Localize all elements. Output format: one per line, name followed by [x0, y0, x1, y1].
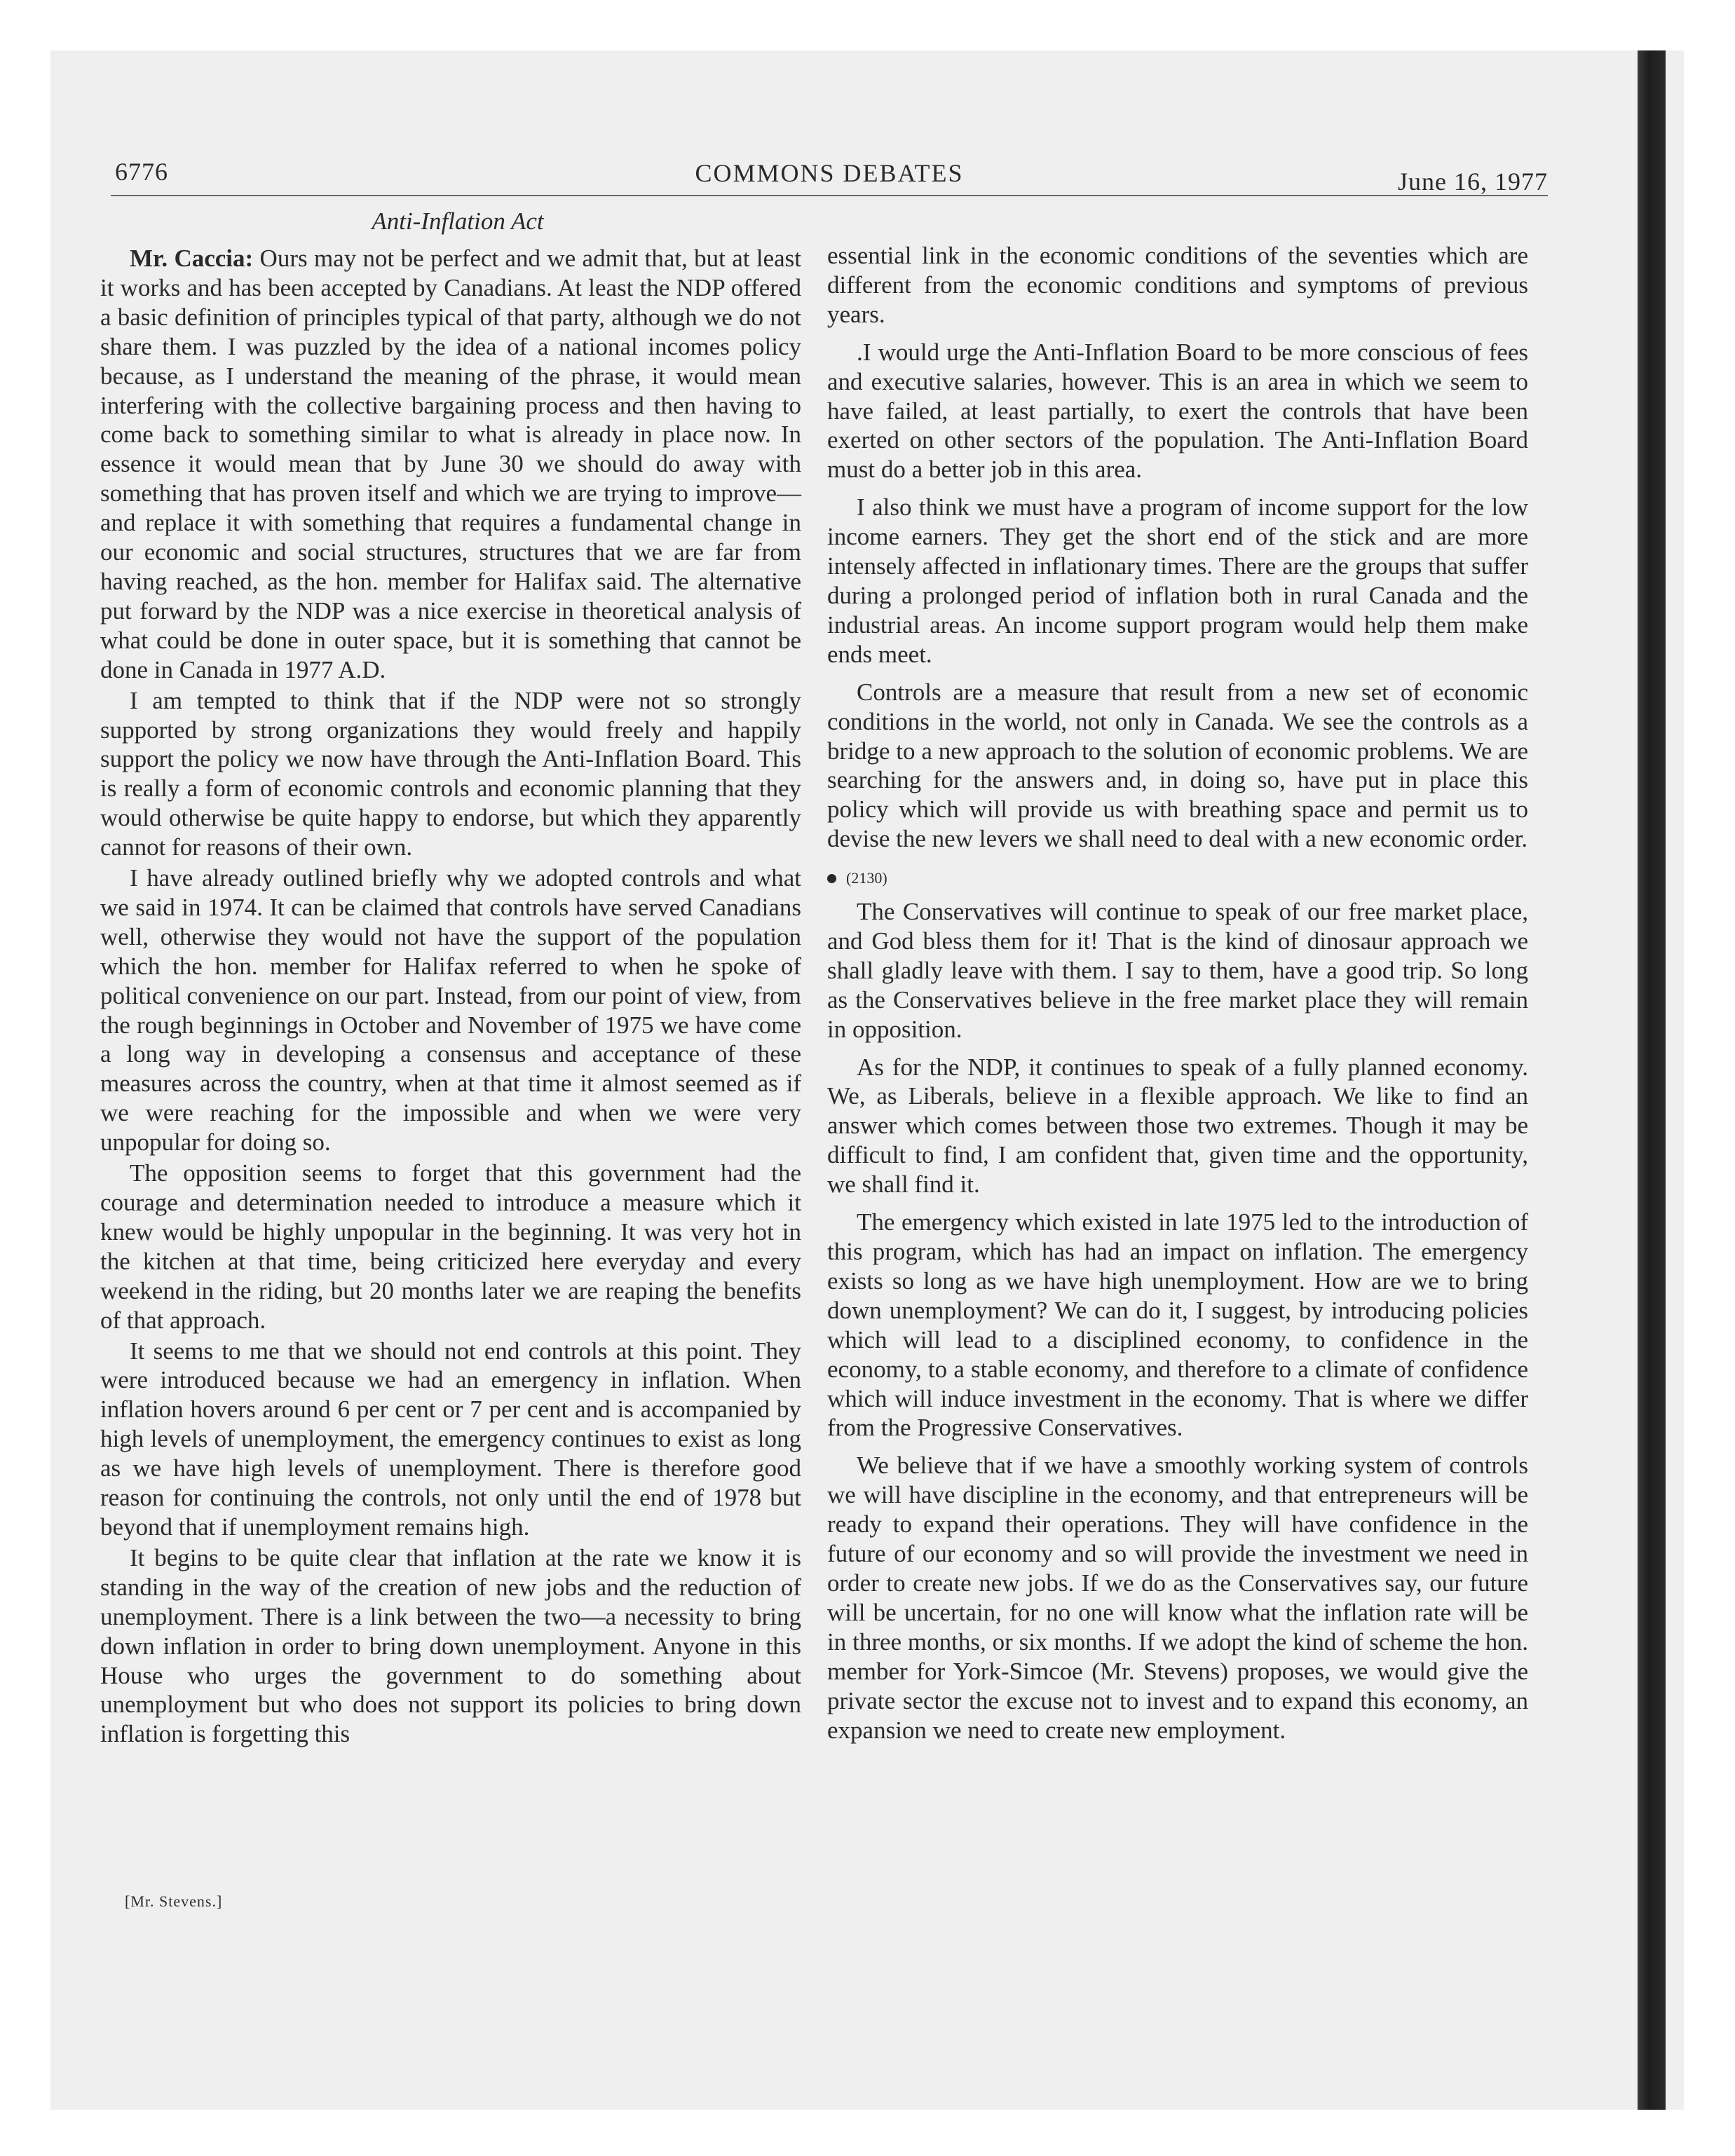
paragraph: The opposition seems to forget that this government had the courage and determination needed to introduce a measure which it knew would be highly unpopular in the beginning. It was very hot in the kitchen at that time, being criticized here everyday and every weekend in the riding, but 20 months later we are reaping the benefits of that approach.	[100, 1159, 801, 1334]
left-column	[100, 241, 801, 1749]
paragraph: .I would urge the Anti-Inflation Board to be more conscious of fees and executive salaries, however. This is an area in which we seem to have failed, at least partially, to exert the controls that have been exerted on other sectors of the population. The Anti-Inflation Board must do a better job in this area.	[827, 338, 1528, 484]
paragraph: essential link in the economic conditions of the seventies which are different from the economic conditions and symptoms of previous years.	[827, 242, 1528, 328]
page-number: 6776	[115, 158, 168, 186]
paragraph: As for the NDP, it continues to speak of a fully planned economy. We, as Liberals, believe in a flexible approach. We like to find an answer which comes between those two extremes. Though it may be difficult to find, I am confident that, given time and the opportunity, we shall find it.	[827, 1053, 1528, 1199]
footer-note: [Mr. Stevens.]	[125, 1892, 223, 1910]
paragraph: It begins to be quite clear that inflation at the rate we know it is standing in the way of the creation of new jobs and the reduction of unemployment. There is a link between the two—a necessity to bring down inflation in order to bring down unemployment. Anyone in this House who urges the government to do something about unemployment but who does not support its policies to bring down inflation is forgetting this	[100, 1543, 801, 1748]
paragraph: The Conservatives will continue to speak of our free market place, and God bless them for it! That is the kind of dinosaur approach we shall gladly leave with them. I say to them, have a good trip. So long as the Conservatives believe in the free market place they will remain in opposition.	[827, 898, 1528, 1043]
paragraph: I have already outlined briefly why we adopted controls and what we said in 1974. It can be claimed that controls have served Canadians well, otherwise they would not have the support of the population which the hon. member for Halifax referred to when he spoke of political convenience on our part. Instead, from our point of view, from the rough beginnings in October and November of 1975 we have come a long way in developing a consensus and acceptance of these measures across the country, when at that time it almost seemed as if we were reaching for the impossible and when we were very unpopular for doing so.	[100, 864, 801, 1157]
publication-date: June 16, 1977	[1398, 168, 1548, 196]
paragraph-text: Ours may not be perfect and we admit that, but at least it works and has been accepted by Canadians. At least the NDP offered a basic definition of principles typical of that party, although we do not share them. I was puzzled by the idea of a national incomes policy because, as I understand the meaning of the phrase, it would mean interfering with the collective bargaining process and then having to come back to something similar to what is already in place now. In essence it would mean that by June 30 we should do away with something that has proven itself and which we are trying to improve—and replace it with something that requires a fundamental change in our economic and social structures, structures that we are far from having reached, as the hon. member for Halifax said. The alternative put forward by the NDP was a nice exercise in theoretical analysis of what could be done in outer space, but it is something that cannot be done in Canada in 1977 A.D.	[100, 245, 801, 683]
bullet-icon	[827, 874, 836, 883]
time-marker	[827, 864, 1528, 893]
publication-title: COMMONS DEBATES	[695, 159, 964, 187]
time-marker-label: (2130)	[846, 869, 887, 887]
page-edge-shadow	[1638, 50, 1666, 2110]
paragraph: I am tempted to think that if the NDP were not so strongly supported by strong organizations they would freely and happily support the policy we now have through the Anti-Inflation Board. This is really a form of economic controls and economic planning that they would otherwise be quite happy to endorse, but which they apparently cannot for reasons of their own.	[100, 686, 801, 861]
paragraph: I also think we must have a program of income support for the low income earners. They get the short end of the stick and are more intensely affected in inflationary times. There are the groups that suffer during a prolonged period of inflation both in rural Canada and the industrial areas. An income support program would help them make ends meet.	[827, 493, 1528, 668]
paragraph: We believe that if we have a smoothly working system of controls we will have discipline in the economy, and that entrepreneurs will be ready to expand their operations. They will have confidence in the future of our economy and so will provide the investment we need in order to create new jobs. If we do as the Conservatives say, our future will be uncertain, for no one will know what the inflation rate will be in three months, or six months. If we adopt the kind of scheme the hon. member for York-Simcoe (Mr. Stevens) proposes, we would give the private sector the excuse not to invest and to expand this economy, an expansion we need to create new employment.	[827, 1452, 1528, 1744]
paragraph: It seems to me that we should not end controls at this point. They were introduced because we had an emergency in inflation. When inflation hovers around 6 per cent or 7 per cent and is accompanied by high levels of unemployment, the emergency continues to exist as long as we have high levels of unemployment. There is therefore good reason for continuing the controls, not only until the end of 1978 but beyond that if unemployment remains high.	[100, 1337, 801, 1541]
paragraph: Controls are a measure that result from a new set of economic conditions in the world, not only in Canada. We see the controls as a bridge to a new approach to the solution of economic problems. We are searching for the answers and, in doing so, have put in place this policy which will provide us with breathing space and permit us to devise the new levers we shall need to deal with a new economic order.	[827, 678, 1528, 853]
paragraph: The emergency which existed in late 1975 led to the introduction of this program, which has had an impact on inflation. The emergency exists so long as we have high unemployment. How are we to bring down unemployment? We can do it, I suggest, by introducing policies which will lead to a disciplined economy, to confidence in the economy, to a stable economy, and therefore to a climate of confidence which will induce investment in the economy. That is where we differ from the Progressive Conservatives.	[827, 1208, 1528, 1442]
paragraph	[100, 244, 801, 685]
page-header	[111, 153, 1548, 196]
speaker-name: Mr. Caccia:	[130, 245, 254, 272]
right-column	[827, 241, 1528, 1745]
